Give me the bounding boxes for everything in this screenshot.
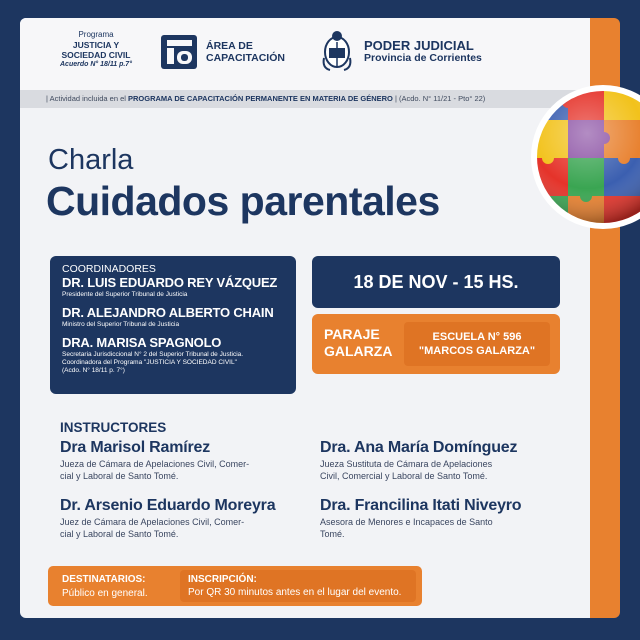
coordinator-role: (Acdo. N° 18/11 p. 7°) xyxy=(62,367,125,374)
poder-judicial-label xyxy=(364,39,482,65)
inscripcion-value: Por QR 30 minutos antes en el lugar del evento. xyxy=(188,587,402,598)
judicial-line1: PODER JUDICIAL xyxy=(364,38,474,53)
instructor-desc: cial y Laboral de Santo Tomé. xyxy=(60,471,179,481)
activity-bar xyxy=(20,90,590,108)
event-title: Cuidados parentales xyxy=(46,178,440,224)
instructor-desc: Tomé. xyxy=(320,529,345,539)
instructor-desc: Asesora de Menores e Incapaces de Santo xyxy=(320,517,493,527)
instructor-desc: Jueza de Cámara de Apelaciones Civil, Comer- xyxy=(60,459,250,469)
instructor-name: Dr. Arsenio Eduardo Moreyra xyxy=(60,497,276,514)
coordinators-heading: COORDINADORES xyxy=(62,263,156,275)
activity-program: PROGRAMA DE CAPACITACIÓN PERMANENTE EN MATERIA DE GÉNERO xyxy=(128,94,393,103)
destinatarios-label: DESTINATARIOS: xyxy=(62,574,146,585)
area-line1: ÁREA DE xyxy=(206,40,253,52)
instructor-card xyxy=(320,496,550,540)
program-logo xyxy=(54,30,138,70)
judicial-line2: Provincia de Corrientes xyxy=(364,52,482,64)
province-seal-icon xyxy=(320,28,354,74)
flyer-card xyxy=(20,18,590,618)
program-line1: Programa xyxy=(78,30,114,39)
instructor-name: Dra Marisol Ramírez xyxy=(60,439,211,456)
instructor-card xyxy=(60,438,300,482)
area-capacitacion-label xyxy=(206,40,285,64)
instructor-desc: Juez de Cámara de Apelaciones Civil, Comer- xyxy=(60,517,245,527)
program-line2: JUSTICIA Y xyxy=(72,40,120,50)
location-label xyxy=(324,326,392,360)
puzzle-globe-icon xyxy=(528,82,640,232)
coordinator-name: DR. ALEJANDRO ALBERTO CHAIN xyxy=(62,305,274,320)
location-line2: GALARZA xyxy=(324,343,393,359)
instructor-desc: Civil, Comercial y Laboral de Santo Tomé. xyxy=(320,471,488,481)
instructor-card xyxy=(320,438,550,482)
destinatarios-value: Público en general. xyxy=(62,588,148,599)
school-line1: ESCUELA N° 596 xyxy=(432,331,522,343)
event-kind: Charla xyxy=(48,144,134,176)
school-box xyxy=(404,322,550,366)
instructors-heading: INSTRUCTORES xyxy=(60,420,167,435)
location-panel xyxy=(312,314,560,374)
instructor-card xyxy=(60,496,300,540)
program-line4: Acuerdo N° 18/11 p.7° xyxy=(60,61,132,68)
coordinator-role: Coordinadora del Programa "JUSTICIA Y SOCIEDAD CIVIL" xyxy=(62,359,237,366)
header xyxy=(20,18,590,90)
capacitacion-logo-icon xyxy=(160,34,198,70)
inscripcion-box xyxy=(180,570,416,602)
event-date: 18 DE NOV - 15 HS. xyxy=(312,256,560,308)
program-line3: SOCIEDAD CIVIL xyxy=(61,50,131,60)
instructor-name: Dra. Ana María Domínguez xyxy=(320,439,518,456)
area-line2: CAPACITACIÓN xyxy=(206,52,285,64)
inscripcion-label: INSCRIPCIÓN: xyxy=(188,574,257,585)
instructor-desc: cial y Laboral de Santo Tomé. xyxy=(60,529,179,539)
coordinator-role: Presidente del Superior Tribunal de Justicia xyxy=(62,291,188,298)
instructor-name: Dra. Francilina Itati Niveyro xyxy=(320,497,522,514)
coordinators-panel xyxy=(50,256,296,394)
activity-suffix: | (Acdo. N° 11/21 - Pto° 22) xyxy=(392,94,486,103)
coordinator-role: Secretaria Jurisdiccional N° 2 del Superior Tribunal de Justicia. xyxy=(62,351,244,358)
school-line2: "MARCOS GALARZA" xyxy=(418,345,536,357)
location-line1: PARAJE xyxy=(324,326,380,342)
instructor-desc: Jueza Sustituta de Cámara de Apelaciones xyxy=(320,459,493,469)
coordinator-name: DR. LUIS EDUARDO REY VÁZQUEZ xyxy=(62,275,278,290)
activity-prefix: | Actividad incluida en el xyxy=(46,94,128,103)
info-footer xyxy=(48,566,422,606)
coordinator-name: DRA. MARISA SPAGNOLO xyxy=(62,335,222,350)
coordinator-role: Ministro del Superior Tribunal de Justicia xyxy=(62,321,180,328)
